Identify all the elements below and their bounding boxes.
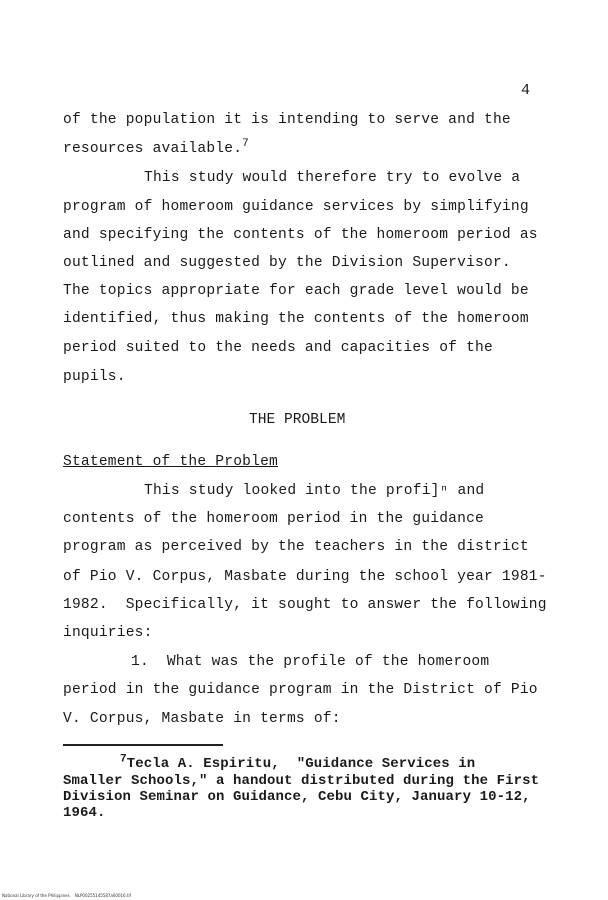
body-line: and specifying the contents of the homeroom period as: [63, 227, 538, 243]
page-number: 4: [521, 82, 531, 99]
body-line-text: resources available.: [63, 141, 243, 157]
footnote-separator: [63, 744, 223, 746]
body-line: period in the guidance program in the District of Pio: [63, 682, 538, 698]
body-line: outlined and suggested by the Division Supervisor.: [63, 255, 511, 271]
body-line: This study looked into the profi]ⁿ and: [144, 483, 485, 499]
body-line: inquiries:: [63, 625, 153, 641]
scan-footer: National Library of the Philippines NLP00255145587a60016.tif: [2, 893, 131, 898]
footnote-line: Smaller Schools," a handout distributed during the First: [63, 773, 540, 789]
body-line: of the population it is intending to serve and the: [63, 112, 511, 128]
footnote-text: Tecla A. Espiritu, "Guidance Services in: [126, 756, 476, 772]
list-item: [131, 654, 489, 670]
body-line: program of homeroom guidance services by simplifying: [63, 199, 529, 215]
list-item-text: What was the profile of the homeroom: [166, 654, 490, 670]
body-line: pupils.: [63, 369, 126, 385]
body-line: This study would therefore try to evolve a: [144, 170, 521, 186]
footnote-mark: 7: [120, 753, 127, 766]
footnote-line: [120, 753, 476, 772]
footnote-reference: 7: [242, 138, 249, 151]
footnote-line: Division Seminar on Guidance, Cebu City, January 10-12,: [63, 789, 531, 805]
footnote-line: 1964.: [63, 805, 106, 821]
body-line: The topics appropriate for each grade level would be: [63, 283, 529, 299]
body-line: [63, 138, 249, 157]
body-line: identified, thus making the contents of the homeroom: [63, 311, 529, 327]
body-line: V. Corpus, Masbate in terms of:: [63, 711, 341, 727]
list-item-number: 1.: [131, 654, 149, 670]
body-line: of Pio V. Corpus, Masbate during the school year 1981-: [63, 569, 547, 585]
body-line: contents of the homeroom period in the guidance: [63, 511, 485, 527]
subsection-heading: Statement of the Problem: [63, 454, 278, 470]
body-line: period suited to the needs and capacities of the: [63, 340, 493, 356]
body-line: program as perceived by the teachers in the district: [63, 539, 529, 555]
body-line: 1982. Specifically, it sought to answer the following: [63, 597, 547, 613]
section-heading: THE PROBLEM: [249, 412, 346, 428]
